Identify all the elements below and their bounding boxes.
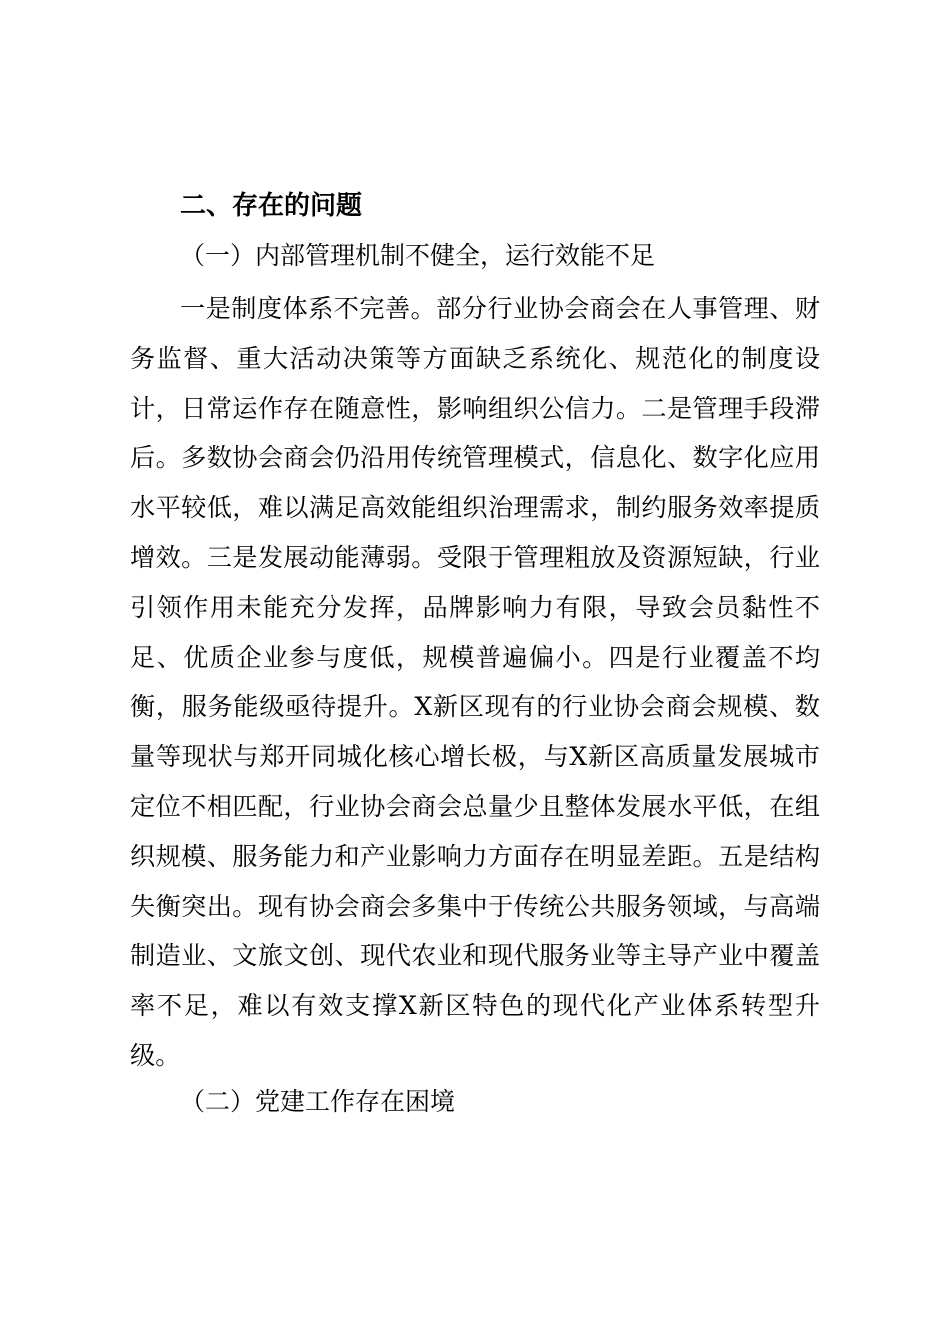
body-paragraph: 一是制度体系不完善。部分行业协会商会在人事管理、财务监督、重大活动决策等方面缺乏系统化、规范化的制度设计，日常运作存在随意性，影响组织公信力。二是管理手段滞后。多数协会商会仍沿用传统管理模式，信息化、数字化应用水平较低，难以满足高效能组织治理需求，制约服务效率提质增效。三是发展动能薄弱。受限于管理粗放及资源短缺，行业引领作用未能充分发挥，品牌影响力有限，导致会员黏性不足、优质企业参与度低，规模普遍偏小。四是行业覆盖不均衡，服务能级亟待提升。X新区现有的行业协会商会规模、数量等现状与郑开同城化核心增长极，与X新区高质量发展城市定位不相匹配，行业协会商会总量少且整体发展水平低，在组织规模、服务能力和产业影响力方面存在明显差距。五是结构失衡突出。现有协会商会多集中于传统公共服务领域，与高端制造业、文旅文创、现代农业和现代服务业等主导产业中覆盖率不足，难以有效支撑X新区特色的现代化产业体系转型升级。 bbox=[130, 294, 820, 1070]
subsection-title-2: （二）党建工作存在困境 bbox=[180, 1087, 456, 1116]
section-title: 二、存在的问题 bbox=[180, 191, 363, 221]
subsection-title-1: （一）内部管理机制不健全，运行效能不足 bbox=[180, 241, 656, 270]
